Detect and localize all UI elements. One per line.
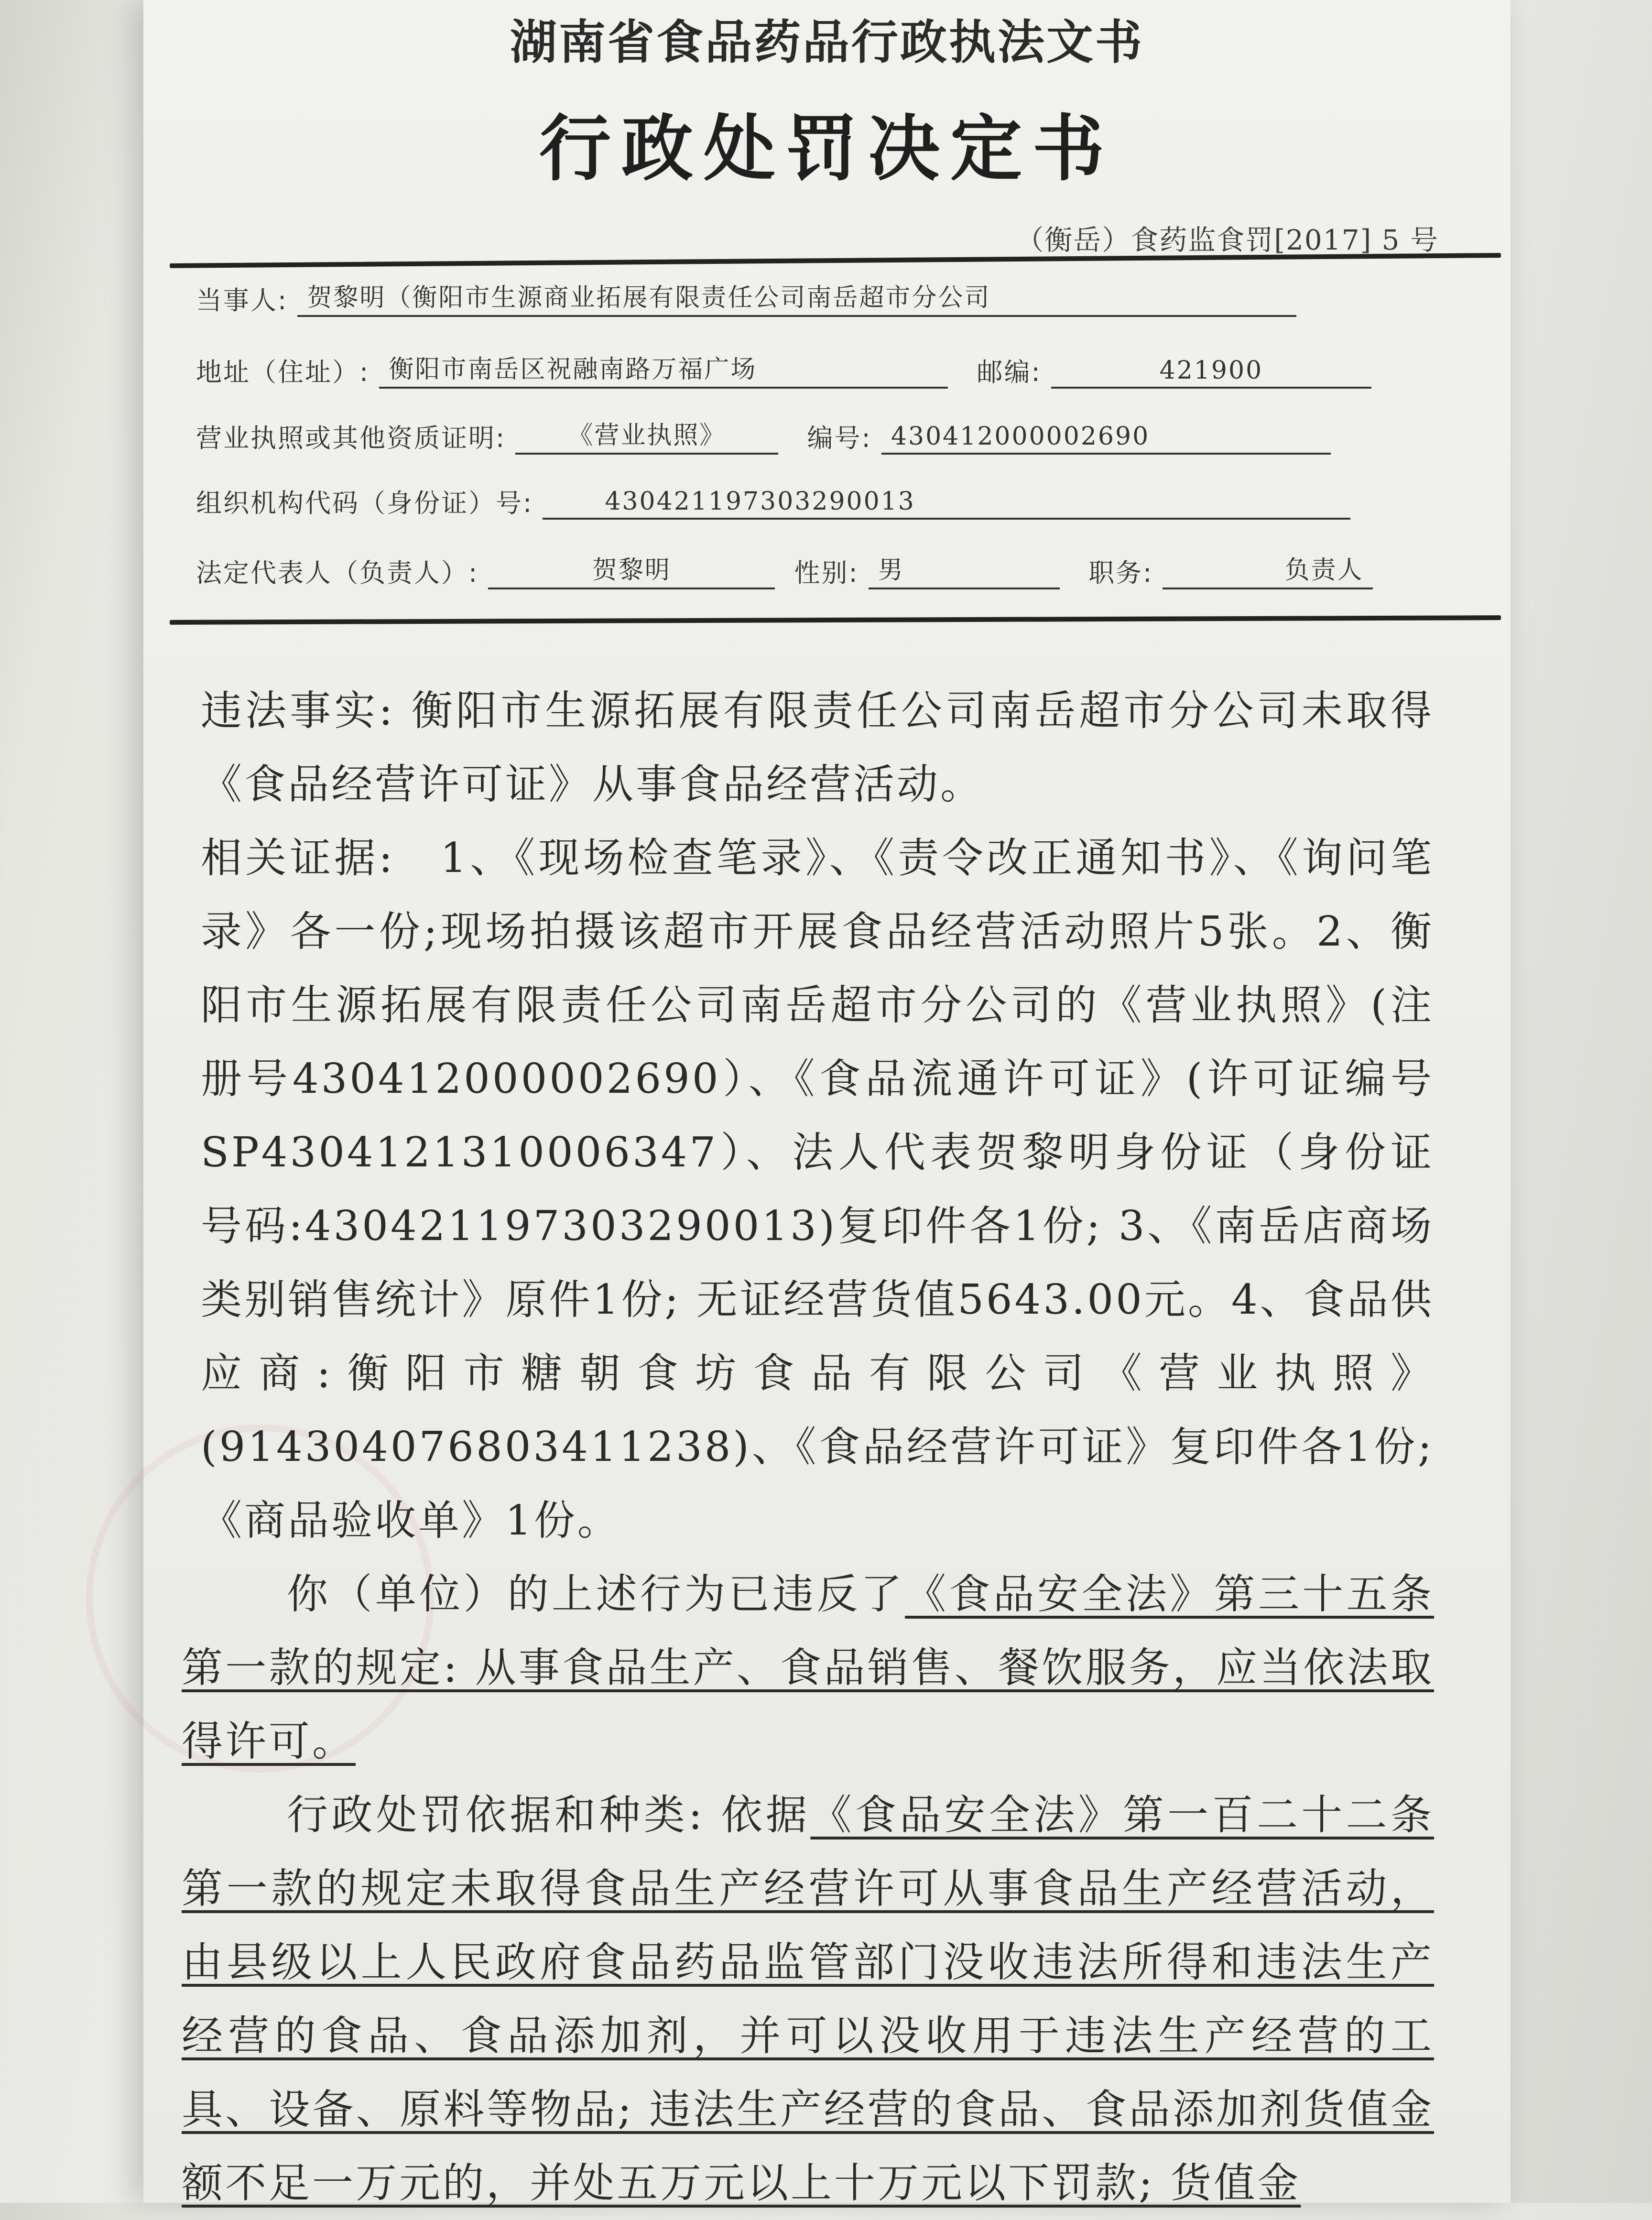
document-series-title: 湖南省食品药品行政执法文书 <box>510 15 1144 70</box>
violation-paragraph <box>182 1557 1434 1778</box>
party-label: 当事人: <box>196 285 288 316</box>
legal-rep-label: 法定代表人（负责人）: <box>196 558 479 588</box>
license-no-label: 编号: <box>807 423 872 453</box>
postcode-value: 421900 <box>1051 356 1371 389</box>
document-page <box>143 0 1511 2207</box>
org-code-label: 组织机构代码（身份证）号: <box>196 488 533 518</box>
penalty-basis-law-text: 《食品安全法》第一百二十二条第一款的规定未取得食品生产经营许可从事食品生产经营活动，由县级以上人民政府食品药品监管部门没收违法所得和违法生产经营的食品、食品添加剂，并可以没收用于违法生产经营的工具、设备、原料等物品; 违法生产经营的食品、食品添加剂货值金额不足一万元的，并处五万元以上十万元以下罚款; 货值金 <box>182 1791 1435 2207</box>
penalty-basis-intro: 行政处罚依据和种类: 依据 <box>287 1791 811 1839</box>
legal-rep-value: 贺黎明 <box>488 550 775 589</box>
page-title: 行政处罚决定书 <box>539 107 1115 191</box>
address-value: 衡阳市南岳区祝融南路万福广场 <box>379 349 948 389</box>
violation-law-text: 《食品安全法》第三十五条第一款的规定: 从事食品生产、食品销售、餐饮服务，应当依法取得许可。 <box>182 1570 1435 1765</box>
address-label: 地址（住址）: <box>196 357 370 387</box>
postcode-label: 邮编: <box>977 357 1042 387</box>
legal-rep-row <box>196 550 1439 589</box>
gender-value: 男 <box>869 550 1060 589</box>
position-label: 职务: <box>1088 558 1153 588</box>
license-row <box>196 415 1439 455</box>
evidence-paragraph: 相关证据: 1、《现场检查笔录》、《责令改正通知书》、《询问笔录》各一份;现场拍摄该超市开展食品经营活动照片5张。2、衡阳市生源拓展有限责任公司南岳超市分公司的《营业执照》(注册号430412000002690）、《食品流通许可证》(许可证编号SP4304121310006347）、法人代表贺黎明身份证（身份证号码:430421197303290013)复印件各1份; 3、《南岳店商场类别销售统计》原件1份; 无证经营货值5643.00元。4、食品供应商:衡阳市糖朝食坊食品有限公司《营业执照》(914304076803411238)、《食品经营许可证》复印件各1份;《商品验收单》1份。 <box>201 834 1434 1545</box>
top-divider <box>170 253 1501 268</box>
license-value: 《营业执照》 <box>515 415 778 455</box>
illegal-facts-paragraph: 违法事实: 衡阳市生源拓展有限责任公司南岳超市分公司未取得《食品经营许可证》从事食品经营活动。 <box>201 687 1434 808</box>
position-value: 负责人 <box>1163 550 1373 589</box>
violation-intro: 你（单位）的上述行为已违反了 <box>287 1570 905 1618</box>
bottom-divider <box>170 615 1501 625</box>
party-value: 贺黎明（衡阳市生源商业拓展有限责任公司南岳超市分公司 <box>297 277 1296 317</box>
license-no-value: 430412000002690 <box>881 422 1331 455</box>
decision-body <box>182 674 1434 2220</box>
gender-label: 性别: <box>794 558 859 588</box>
org-code-value: 430421197303290013 <box>543 487 1350 520</box>
org-code-row <box>196 483 1439 520</box>
penalty-basis-paragraph <box>182 1778 1434 2220</box>
license-label: 营业执照或其他资质证明: <box>196 423 506 453</box>
document-number: （衡岳）食药监食罚[2017] 5 号 <box>1016 224 1439 256</box>
party-row <box>196 277 1439 317</box>
address-row <box>196 349 1439 389</box>
